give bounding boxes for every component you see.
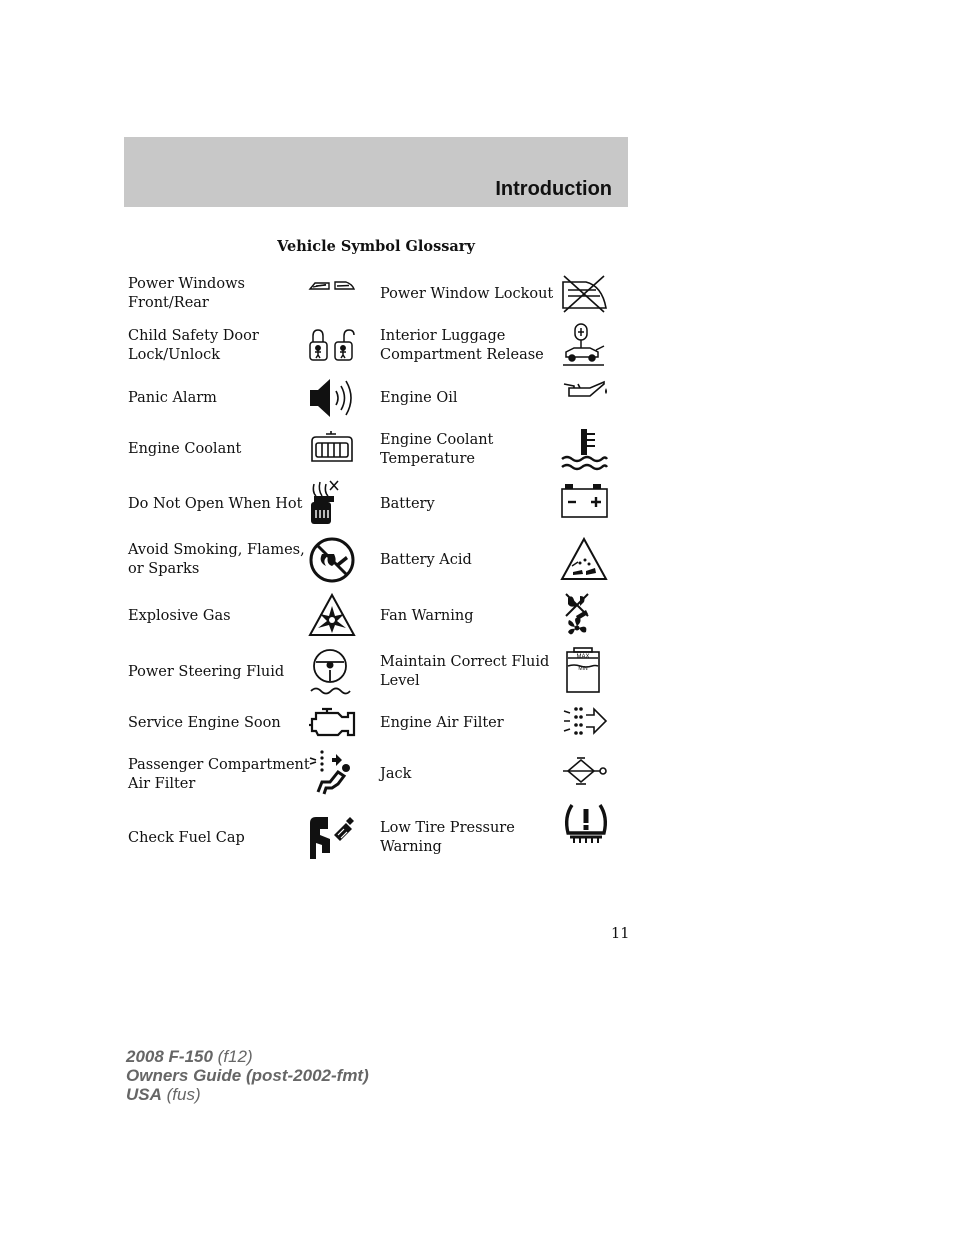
- symbol-label-battery: Battery: [380, 496, 435, 512]
- power-steering-icon: [308, 648, 356, 696]
- page-number: 11: [611, 926, 630, 942]
- power-windows-icon: [308, 270, 356, 318]
- symbol-label-do-not-open-hot: Do Not Open When Hot: [128, 496, 303, 512]
- panic-alarm-icon: [308, 374, 356, 422]
- fan-warning-icon: [560, 592, 608, 640]
- fluid-max-label: MAX: [576, 654, 590, 660]
- service-engine-icon: [308, 699, 356, 747]
- glossary-title: Vehicle Symbol Glossary: [277, 238, 475, 255]
- fluid-min-label: MIN: [578, 666, 588, 672]
- no-smoking-icon: [308, 536, 356, 584]
- engine-air-filter-icon: [560, 699, 608, 747]
- symbol-label-luggage-release: Interior Luggage Compartment Release: [380, 328, 544, 363]
- footer-model: 2008 F-150: [126, 1047, 213, 1066]
- power-window-lockout-icon: [560, 270, 608, 318]
- symbol-label-coolant-temperature: Engine Coolant Temperature: [380, 432, 494, 467]
- engine-coolant-icon: [310, 425, 358, 473]
- footer-market-code: (fus): [161, 1085, 201, 1104]
- engine-oil-icon: [560, 374, 608, 422]
- page-title: Introduction: [495, 178, 612, 200]
- symbol-label-power-steering: Power Steering Fluid: [128, 664, 285, 680]
- child-safety-lock-icon: [308, 324, 356, 372]
- header-band: [124, 137, 628, 207]
- symbol-label-power-window-lockout: Power Window Lockout: [380, 286, 554, 302]
- footer-market: USA: [126, 1085, 162, 1104]
- symbol-label-service-engine: Service Engine Soon: [128, 715, 281, 731]
- footer-model-code: (f12): [212, 1047, 253, 1066]
- footer: [126, 1047, 369, 1104]
- symbol-label-cabin-air-filter: Passenger Compartment Air Filter: [128, 757, 310, 792]
- coolant-temperature-icon: [560, 425, 608, 473]
- battery-icon: [560, 480, 608, 528]
- jack-icon: [560, 750, 608, 798]
- luggage-release-icon: [560, 322, 608, 370]
- symbol-label-engine-coolant: Engine Coolant: [128, 441, 242, 457]
- cabin-air-filter-icon: [308, 748, 356, 796]
- footer-guide: Owners Guide (post-2002-fmt): [126, 1066, 369, 1085]
- symbol-label-no-smoking: Avoid Smoking, Flames, or Sparks: [128, 542, 305, 577]
- symbol-label-fuel-cap: Check Fuel Cap: [128, 830, 245, 846]
- symbol-label-fluid-level: Maintain Correct Fluid Level: [380, 654, 550, 689]
- tire-pressure-icon: [562, 801, 610, 849]
- symbol-label-jack: Jack: [380, 766, 412, 782]
- explosive-gas-icon: [308, 592, 356, 640]
- symbol-label-engine-oil: Engine Oil: [380, 390, 458, 406]
- symbol-label-power-windows: Power Windows Front/Rear: [128, 276, 245, 311]
- fluid-level-icon: [560, 646, 608, 694]
- symbol-label-explosive-gas: Explosive Gas: [128, 608, 231, 624]
- symbol-label-engine-air-filter: Engine Air Filter: [380, 715, 504, 731]
- symbol-label-panic-alarm: Panic Alarm: [128, 390, 217, 406]
- battery-acid-icon: [560, 536, 608, 584]
- symbol-label-fan-warning: Fan Warning: [380, 608, 474, 624]
- fuel-cap-icon: [308, 813, 356, 861]
- do-not-open-hot-icon: [308, 480, 356, 528]
- symbol-label-child-safety: Child Safety Door Lock/Unlock: [128, 328, 259, 363]
- symbol-label-tire-pressure: Low Tire Pressure Warning: [380, 820, 515, 855]
- symbol-label-battery-acid: Battery Acid: [380, 552, 472, 568]
